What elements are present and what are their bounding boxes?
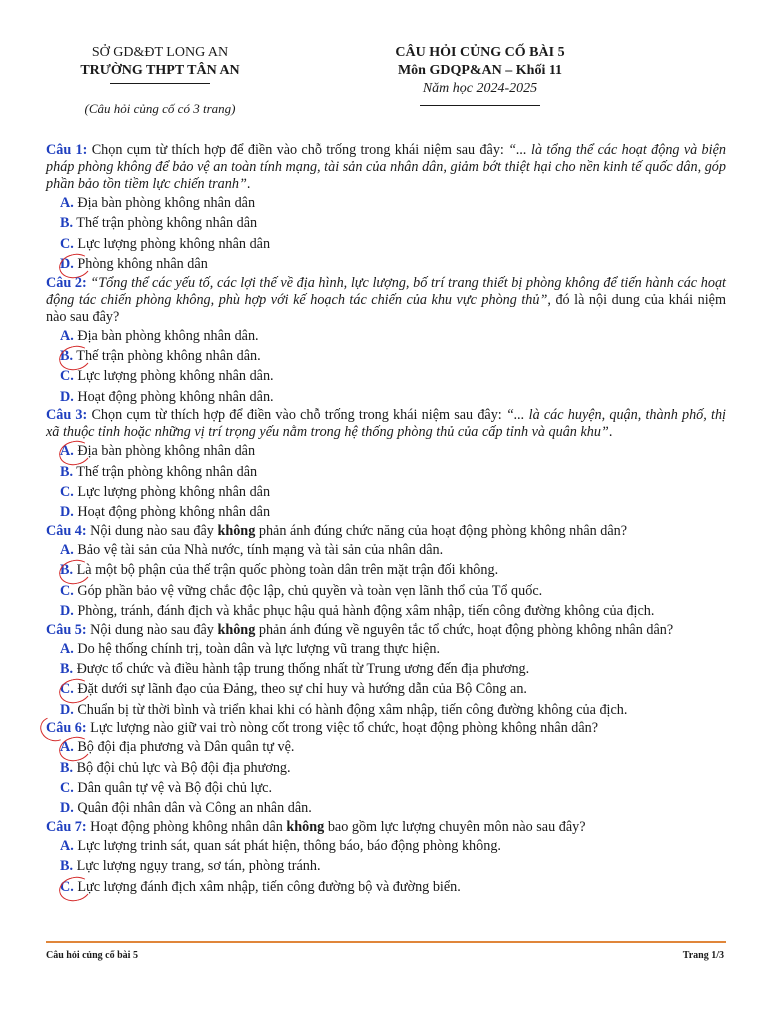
question-number: Câu 7: (46, 818, 87, 835)
option-text: Phòng, tránh, đánh địch và khắc phục hậu quả hành động xâm nhập, tiến công đường không của địch. (73, 603, 655, 620)
answer-option (46, 639, 726, 659)
answer-option (46, 560, 726, 580)
option-text: Thế trận phòng không nhân dân. (73, 348, 261, 365)
option-text: Lực lượng phòng không nhân dân. (73, 368, 274, 385)
option-letter: C. (60, 368, 74, 385)
option-text: Bộ đội chủ lực và Bộ đội địa phương. (73, 759, 291, 776)
option-letter: B. (60, 562, 73, 578)
answer-option (46, 254, 726, 274)
option-letter: D. (60, 504, 74, 521)
question-stem (46, 819, 726, 836)
answer-option (46, 482, 726, 502)
question-number: Câu 1: (46, 142, 88, 158)
answer-option (46, 366, 726, 386)
question-text: “Tổng thể các yếu tố, các lợi thế về địa hình, lực lượng, bố trí trang thiết bị phòng không để tiến hành các hoạt động tác chiến phòng không, phù hợp với kế hoạch tác chiến của khu vực phòng thủ”, đó là nội dung của khái niệm nào sau đây? (46, 274, 726, 325)
question-number: Câu 6: (46, 720, 87, 736)
question-stem (46, 622, 726, 639)
answer-option (46, 346, 726, 366)
option-text: Quân đội nhân dân và Công an nhân dân. (73, 800, 312, 817)
answer-option (46, 502, 726, 522)
question-text: Chọn cụm từ thích hợp để điền vào chỗ trống trong khái niệm sau đây: “... là các huyện, quận, thành phố, thị xã thuộc tỉnh hoặc những vị trí trọng yếu nằm trong hệ thống phòng thủ của cấp tỉnh và quân khu”. (46, 407, 726, 441)
answer-option (46, 836, 726, 856)
school-year: Năm học 2024-2025 (422, 81, 538, 96)
question-text: Hoạt động phòng không nhân dân không bao gồm lực lượng chuyên môn nào sau đây? (86, 818, 586, 835)
option-letter: A. (60, 327, 74, 344)
option-letter: C. (60, 235, 74, 252)
option-letter: C. (60, 879, 74, 895)
option-letter: D. (60, 800, 74, 817)
footer-doc-name: Câu hỏi củng cố bài 5 (46, 950, 138, 961)
question-stem (46, 407, 726, 441)
answer-option (46, 798, 726, 818)
answer-option (46, 540, 726, 560)
header-right-rule (420, 105, 540, 106)
school-name: TRƯỜNG THPT TÂN AN (80, 63, 240, 78)
question-number: Câu 3: (46, 407, 88, 424)
question-stem (46, 523, 726, 540)
option-letter: B. (60, 759, 74, 776)
option-text: Lực lượng trinh sát, quan sát phát hiện, thông báo, báo động phòng không. (73, 837, 501, 854)
option-letter: A. (60, 541, 74, 558)
answer-option (46, 737, 726, 757)
answer-option (46, 856, 726, 876)
question-number: Câu 4: (46, 522, 87, 539)
answer-option (46, 193, 726, 213)
header-left-rule (110, 83, 210, 84)
question-text: Chọn cụm từ thích hợp để điền vào chỗ trống trong khái niệm sau đây: “... là tổng thể các hoạt động và biện pháp phòng không để bảo vệ an toàn tính mạng, tài sản của nhân dân, giảm bớt thiệt hại cho nền kinh tế quốc dân, góp phần bảo tồn tiềm lực chiến tranh”. (46, 142, 726, 192)
option-letter: A. (60, 443, 74, 459)
option-text: Là một bộ phận của thế trận quốc phòng toàn dân trên mặt trận đối không. (73, 562, 499, 579)
option-text: Thế trận phòng không nhân dân (73, 463, 258, 480)
question-number: Câu 2: (46, 274, 87, 291)
question-text: Nội dung nào sau đây không phản ánh đúng về nguyên tắc tổ chức, hoạt động phòng không nhân dân? (86, 621, 674, 638)
answer-option (46, 700, 726, 720)
option-text: Lực lượng đánh địch xâm nhập, tiến công đường bộ và đường biển. (73, 878, 461, 895)
footer-page-number: Trang 1/3 (682, 950, 724, 961)
option-text: Góp phần bảo vệ vững chắc độc lập, chủ quyền và toàn vẹn lãnh thổ của Tổ quốc. (73, 582, 543, 599)
option-letter: A. (60, 195, 74, 211)
option-text: Hoạt động phòng không nhân dân (73, 504, 271, 521)
option-letter: D. (60, 256, 74, 272)
document-title: CÂU HỎI CỦNG CỐ BÀI 5 (395, 45, 565, 60)
department-name: SỞ GD&ĐT LONG AN (91, 45, 229, 60)
option-letter: D. (60, 388, 74, 405)
option-text: Bộ đội địa phương và Dân quân tự vệ. (73, 739, 295, 756)
page-count-note: (Câu hỏi củng cố có 3 trang) (84, 101, 236, 116)
footer-rule (46, 941, 726, 943)
question-stem (46, 142, 726, 193)
question-stem (46, 720, 726, 737)
option-text: Bảo vệ tài sản của Nhà nước, tính mạng và tài sản của nhân dân. (73, 541, 444, 558)
option-letter: A. (60, 739, 74, 755)
option-letter: B. (60, 463, 74, 480)
option-letter: C. (60, 779, 74, 796)
answer-option (46, 441, 726, 461)
answer-option (46, 234, 726, 254)
option-letter: B. (60, 660, 74, 677)
option-text: Địa bàn phòng không nhân dân (73, 195, 256, 211)
option-text: Đặt dưới sự lãnh đạo của Đảng, theo sự chỉ huy và hướng dẫn của Bộ Công an. (73, 681, 527, 698)
question-number: Câu 5: (46, 621, 87, 638)
option-text: Thế trận phòng không nhân dân (73, 215, 258, 232)
option-text: Phòng không nhân dân (73, 256, 208, 273)
question-stem (46, 275, 726, 326)
answer-option (46, 326, 726, 346)
option-text: Lực lượng ngụy trang, sơ tán, phòng tránh. (73, 858, 321, 875)
option-letter: B. (60, 215, 74, 232)
header-left (60, 44, 260, 80)
option-text: Do hệ thống chính trị, toàn dân và lực lượng vũ trang thực hiện. (73, 640, 441, 657)
option-text: Được tổ chức và điều hành tập trung thống nhất từ Trung ương đến địa phương. (73, 660, 530, 677)
question-text: Lực lượng nào giữ vai trò nòng cốt trong việc tổ chức, hoạt động phòng không nhân dân? (86, 720, 599, 737)
answer-option (46, 581, 726, 601)
option-text: Địa bàn phòng không nhân dân (73, 443, 256, 460)
answer-option (46, 462, 726, 482)
answer-option (46, 601, 726, 621)
header-right (350, 44, 610, 98)
option-text: Lực lượng phòng không nhân dân (73, 484, 271, 501)
option-letter: C. (60, 582, 74, 599)
question-text: Nội dung nào sau đây không phản ánh đúng chức năng của hoạt động phòng không nhân dân? (86, 522, 628, 539)
option-text: Địa bàn phòng không nhân dân. (73, 327, 259, 344)
option-letter: D. (60, 701, 74, 718)
answer-option (46, 213, 726, 233)
option-letter: C. (60, 484, 74, 501)
answer-option (46, 758, 726, 778)
question-list (46, 142, 726, 897)
answer-option (46, 679, 726, 699)
option-letter: D. (60, 603, 74, 620)
option-text: Lực lượng phòng không nhân dân (73, 235, 271, 252)
option-letter: B. (60, 348, 73, 364)
option-letter: B. (60, 858, 74, 875)
subject-line: Môn GDQP&AN – Khối 11 (397, 63, 563, 78)
option-text: Dân quân tự vệ và Bộ đội chủ lực. (73, 779, 272, 796)
answer-option (46, 778, 726, 798)
option-letter: C. (60, 681, 74, 697)
option-text: Hoạt động phòng không nhân dân. (73, 388, 274, 405)
option-letter: A. (60, 837, 74, 854)
option-letter: A. (60, 640, 74, 657)
option-text: Chuẩn bị từ thời bình và triển khai khi có hành động xâm nhập, tiến công đường không của địch. (73, 701, 628, 718)
answer-option (46, 877, 726, 897)
answer-option (46, 387, 726, 407)
answer-option (46, 659, 726, 679)
